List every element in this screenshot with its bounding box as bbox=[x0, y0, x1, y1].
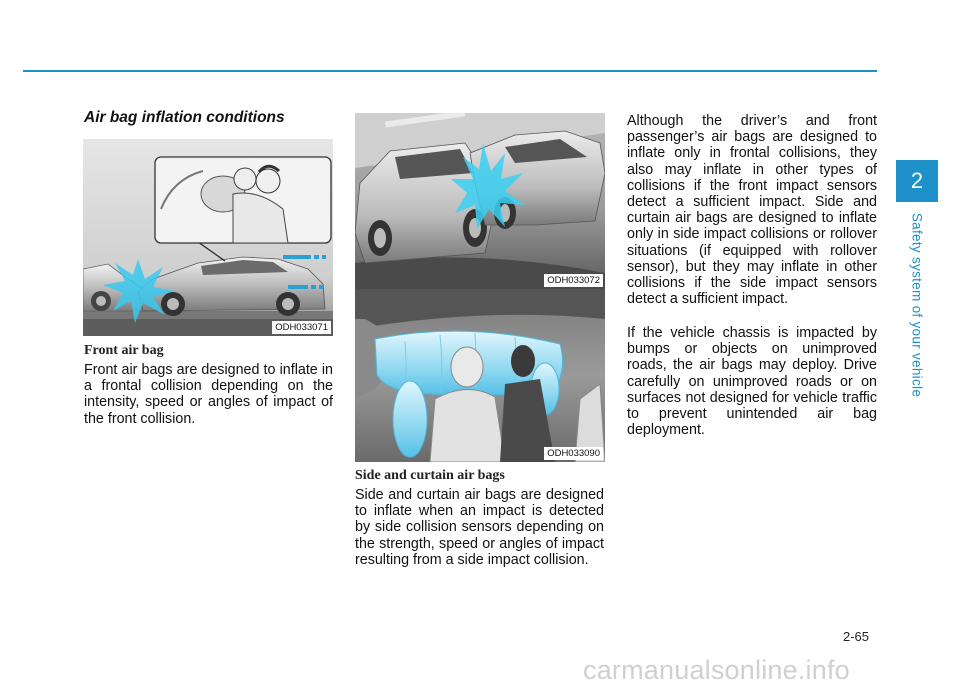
page-number: 2-65 bbox=[843, 629, 870, 644]
figure-side-collision bbox=[355, 113, 605, 289]
chapter-title-vertical: Safety system of your vehicle bbox=[909, 212, 925, 398]
figure-code: ODH033071 bbox=[272, 321, 331, 334]
section-heading: Air bag inflation conditions bbox=[84, 109, 285, 126]
front-airbag-body: Front air bags are designed to inflate in a frontal collision depending on the intensity, speed or angles of impact of the front collision. bbox=[84, 362, 333, 427]
side-collision-illustration bbox=[355, 113, 605, 289]
front-collision-illustration bbox=[83, 139, 333, 336]
front-airbag-title: Front air bag bbox=[84, 343, 164, 358]
chapter-number-tab: 2 bbox=[896, 160, 938, 202]
figure-front-airbag bbox=[83, 139, 333, 336]
right-column-paragraph-1: Although the driver’s and front passenger’s air bags are designed to inflate only in frontal collisions, they also may inflate in other types of collisions if the front impact sensors detect a sufficient impact. Side and curtain air bags are designed to inflate only in side impact collisions or rollover situations (if equipped with rollover sensor), but they may inflate in other collisions if the side impact sensors detect a sufficient impact. bbox=[627, 113, 877, 308]
right-column-paragraph-2: If the vehicle chassis is impacted by bumps or objects on unimproved roads, the air bags may deploy. Drive carefully on unimproved roads or on surfaces not designed for vehicle traffic to prevent unintended air bag deployment. bbox=[627, 325, 877, 439]
watermark: carmanualsonline.info bbox=[583, 655, 850, 685]
side-airbag-title: Side and curtain air bags bbox=[355, 468, 505, 483]
side-airbag-body: Side and curtain air bags are designed to inflate when an impact is detected by side collision sensors depending on the strength, speed or angles of impact resulting from a side impact collision. bbox=[355, 487, 604, 568]
figure-code: ODH033072 bbox=[544, 274, 603, 287]
curtain-airbag-illustration bbox=[355, 289, 605, 462]
top-rule bbox=[23, 70, 877, 72]
figure-code: ODH033090 bbox=[544, 447, 603, 460]
figure-curtain-airbag bbox=[355, 289, 605, 462]
